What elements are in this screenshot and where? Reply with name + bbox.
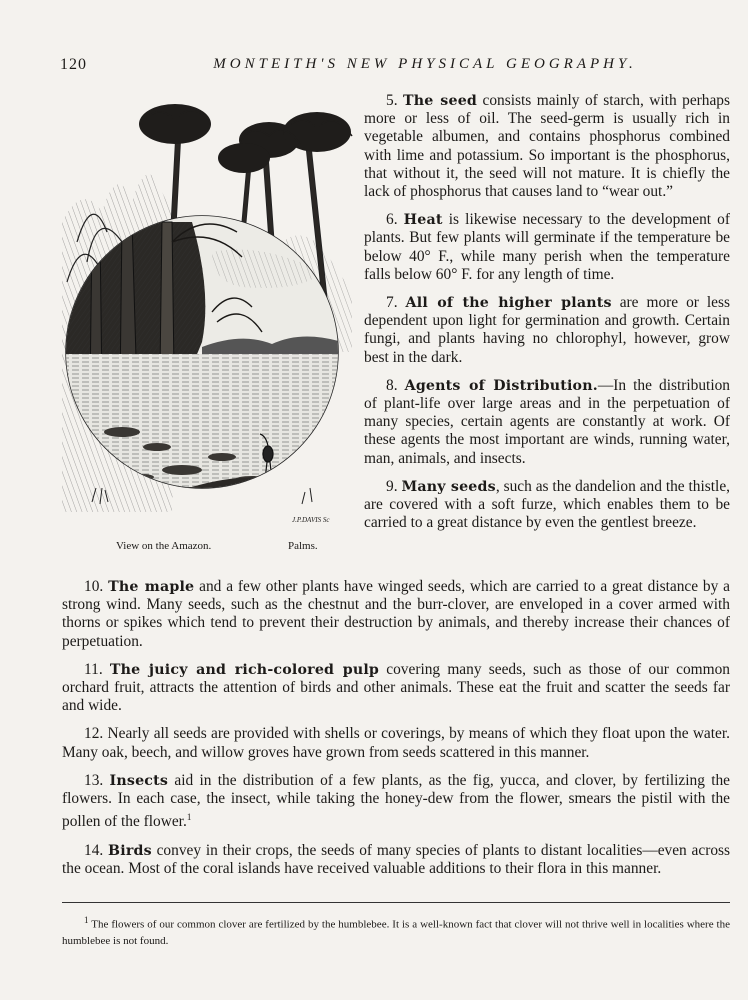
paragraph-number: 12. [84, 725, 104, 743]
full-width-text [62, 578, 730, 888]
paragraph-number: 11. [84, 660, 103, 678]
paragraph-text: consists mainly of starch, with perhaps more or less of oil. The seed-germ is usually rich in vegetable albumen, and contains phosphorus combined with lime and potassium. So important is the phosphorus, that without it, the seed will not mature. It is chiefly the lack of phosphorus that causes land to “wear out.” [364, 92, 730, 201]
paragraph [62, 661, 730, 716]
paragraph [364, 294, 730, 367]
paragraph [62, 772, 730, 832]
engraver-signature: J.P.DAVIS Sc [292, 516, 330, 524]
paragraph-text: is likewise necessary to the development of plants. But few plants will germinate if the temperature be below 40° F., while many perish when the temperature falls below 60° F. for any length of time. [364, 211, 730, 283]
palms-illustration [62, 92, 354, 560]
paragraph [364, 377, 730, 468]
paragraph-number: 8. [386, 376, 398, 394]
paragraph-number: 6. [386, 211, 398, 229]
footnote [62, 912, 730, 949]
footnote-text: The flowers of our common clover are fertilized by the humblebee. It is a well-known fact that clover will not thrive well in localities where the humblebee is not found. [62, 918, 730, 947]
paragraph-text: and a few other plants have winged seeds, which are carried to a great distance by a strong wind. Many seeds, such as the chestnut and the burr-clover, are enveloped in a cover armed with thorns or spikes which tend to prevent their destruction by animals, and thereby increase their chances of perpetuation. [62, 578, 730, 650]
right-column [364, 92, 730, 542]
running-title: MONTEITH'S NEW PHYSICAL GEOGRAPHY. [213, 56, 637, 72]
page-number: 120 [60, 56, 87, 73]
paragraph [62, 842, 730, 878]
paragraph-lead: The juicy and rich-colored pulp [109, 661, 380, 678]
paragraph-text: aid in the distribution of a few plants, as the fig, yucca, and clover, by fertilizing the flowers. In each case, the insect, while taking the honey-dew from the flower, smears the pistil with the pollen of the flower. [62, 771, 730, 831]
paragraph-lead: Birds [108, 842, 152, 859]
paragraph [364, 92, 730, 201]
paragraph-lead: The seed [403, 93, 478, 109]
paragraph-lead: Many seeds [401, 478, 496, 495]
paragraph-text: convey in their crops, the seeds of many species of plants to distant localities—even across the ocean. Most of the coral islands have received valuable additions to their flora in this manner. [62, 841, 731, 877]
paragraph-lead: Agents of Distribution. [404, 377, 598, 394]
paragraph-text: are more or less dependent upon light for germination and growth. Certain fungi, and plants having no chlorophyl, however, grow best in the dark. [364, 294, 730, 366]
paragraph [62, 725, 730, 761]
paragraph-number: 7. [386, 294, 398, 312]
paragraph-number: 9. [386, 477, 398, 495]
paragraph-number: 13. [84, 771, 104, 789]
paragraph-text: —In the distribution of plant-life over large areas and in the perpetuation of many species, certain agents are constantly at work. Of these agents the most important are winds, running water, man, animals, and insects. [364, 376, 730, 467]
paragraph-number: 5. [386, 92, 398, 109]
amazon-palms-engraving [62, 92, 354, 532]
footnote-number: 1 [84, 915, 89, 925]
paragraph-text: covering many seeds, such as those of our common orchard fruit, attracts the attention of birds and other animals. These eat the fruit and scatter the seeds far and wide. [62, 660, 730, 715]
figure-caption-left: View on the Amazon. [116, 540, 212, 552]
paragraph-lead: The maple [108, 579, 195, 595]
paragraph [62, 578, 730, 651]
paragraph-number: 10. [84, 578, 104, 595]
paragraph [364, 478, 730, 533]
paragraph [364, 211, 730, 284]
paragraph-text: Nearly all seeds are provided with shells or coverings, by means of which they float upon the water. Many oak, beech, and willow groves have grown from seeds scattered in this manner. [62, 725, 730, 761]
figure-caption-right: Palms. [288, 540, 318, 552]
paragraph-lead: Insects [109, 772, 169, 789]
paragraph-lead: Heat [403, 212, 443, 229]
paragraph-number: 14. [84, 841, 104, 859]
footnote-divider [62, 902, 730, 903]
paragraph-lead: All of the higher plants [405, 295, 612, 312]
footnote-marker: 1 [186, 812, 192, 823]
page-header [60, 56, 730, 80]
paragraph-text: , such as the dandelion and the thistle, are covered with a soft furze, which enables them to be carried to a great distance by even the gentlest breeze. [364, 477, 730, 532]
